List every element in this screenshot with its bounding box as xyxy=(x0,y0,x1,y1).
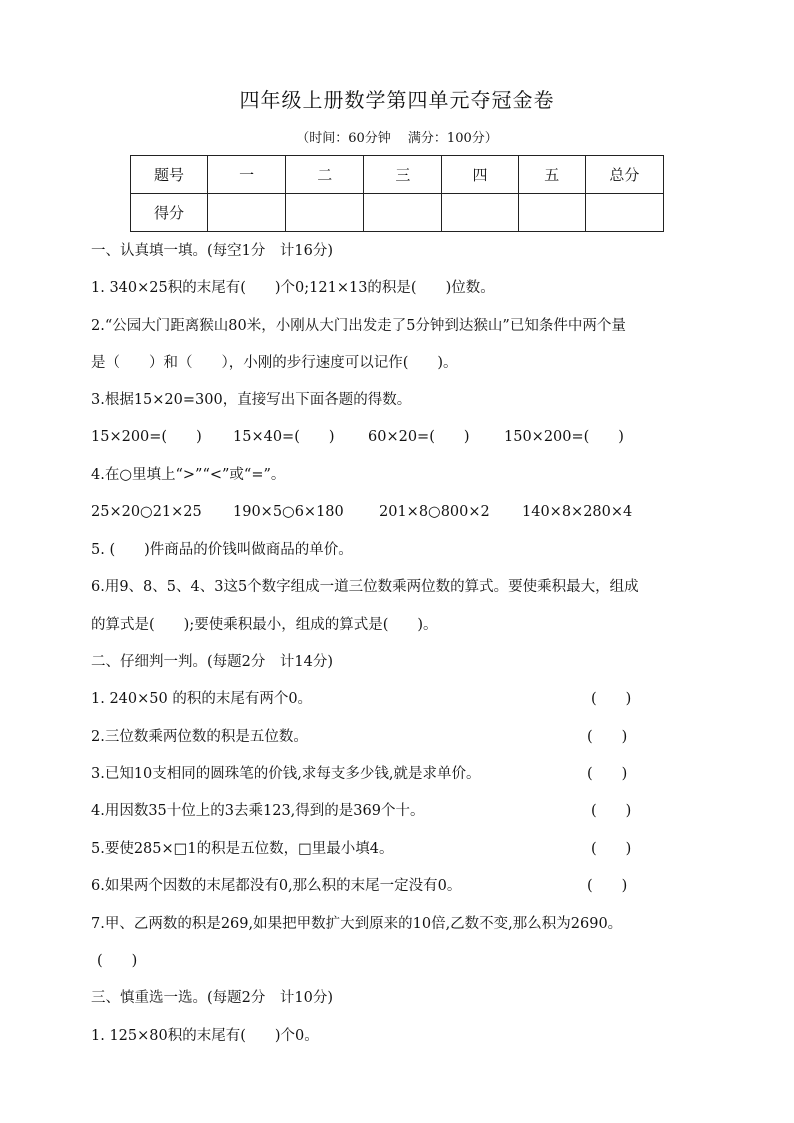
score-cell[interactable] xyxy=(518,194,585,232)
judge-item: 3.已知10支相同的圆珠笔的价钱,求每支多少钱,就是求单价。 xyxy=(91,766,481,782)
q4-item: 140×8×280×4 xyxy=(522,504,633,520)
score-cell[interactable] xyxy=(442,194,518,232)
judge-answer-blank[interactable]: ( ) xyxy=(587,878,628,894)
section-heading: 一、认真填一填。(每空1分 计16分) xyxy=(91,243,333,259)
score-header-cell: 三 xyxy=(364,156,442,194)
question-line: 3.根据15×20=300，直接写出下面各题的得数。 xyxy=(91,392,412,408)
page-title: 四年级上册数学第四单元夺冠金卷 xyxy=(239,88,555,112)
question-line: 的算式是( );要使乘积最小，组成的算式是( )。 xyxy=(91,617,438,633)
judge-item: 5.要使285×□1的积是五位数，□里最小填4。 xyxy=(91,841,394,857)
exam-time-info: （时间：60分钟 满分：100分） xyxy=(296,131,498,146)
question-line: 6.用9、8、5、4、3这5个数字组成一道三位数乘两位数的算式。要使乘积最大，组成 xyxy=(91,579,639,595)
question-line: 是（ ）和（ ），小刚的步行速度可以记作( )。 xyxy=(91,355,458,371)
q4-items xyxy=(91,502,632,522)
question-line: 5. ( )件商品的价钱叫做商品的单价。 xyxy=(91,542,353,558)
question-line: 4.在○里填上“>”“<”或“=”。 xyxy=(91,467,286,483)
score-header-cell: 题号 xyxy=(131,156,208,194)
q4-item: 190×5○6×180 xyxy=(233,504,344,520)
score-cell[interactable] xyxy=(208,194,286,232)
score-header-cell: 四 xyxy=(442,156,518,194)
judge-item: 6.如果两个因数的末尾都没有0,那么积的末尾一定没有0。 xyxy=(91,878,462,894)
judge-item: 1. 240×50 的积的末尾有两个0。 xyxy=(91,691,313,707)
q3-item: 15×200=( ) xyxy=(91,429,202,445)
score-header-cell: 总分 xyxy=(585,156,663,194)
q3-item: 15×40=( ) xyxy=(233,429,335,445)
judge-item: 7.甲、乙两数的积是269,如果把甲数扩大到原来的10倍,乙数不变,那么积为2690。 xyxy=(91,916,623,932)
q3-items xyxy=(91,427,624,447)
q4-item: 201×8○800×2 xyxy=(379,504,490,520)
judge-answer-blank[interactable]: ( ) xyxy=(587,729,628,745)
section-heading: 二、仔细判一判。(每题2分 计14分) xyxy=(91,654,333,670)
score-table-score-row xyxy=(131,194,664,232)
judge-item: 4.用因数35十位上的3去乘123,得到的是369个十。 xyxy=(91,803,425,819)
judge-answer-blank[interactable]: ( ) xyxy=(591,841,632,857)
question-line: 1. 340×25积的末尾有( )个0;121×13的积是( )位数。 xyxy=(91,280,495,296)
question-line: 1. 125×80积的末尾有( )个0。 xyxy=(91,1028,319,1044)
question-line: 2.“公园大门距离猴山80米，小刚从大门出发走了5分钟到达猴山”已知条件中两个量 xyxy=(91,318,626,334)
score-row-label: 得分 xyxy=(131,194,208,232)
score-cell[interactable] xyxy=(585,194,663,232)
q4-item: 25×20○21×25 xyxy=(91,504,202,520)
judge-answer-blank[interactable]: ( ) xyxy=(591,691,632,707)
score-header-cell: 二 xyxy=(286,156,364,194)
q3-item: 60×20=( ) xyxy=(368,429,470,445)
judge-item: 2.三位数乘两位数的积是五位数。 xyxy=(91,729,308,745)
score-cell[interactable] xyxy=(286,194,364,232)
section-heading: 三、慎重选一选。(每题2分 计10分) xyxy=(91,990,333,1006)
q3-item: 150×200=( ) xyxy=(504,429,624,445)
score-cell[interactable] xyxy=(364,194,442,232)
judge-answer-blank[interactable]: ( ) xyxy=(587,766,628,782)
score-table xyxy=(130,155,664,232)
judge-answer-blank[interactable]: ( ) xyxy=(97,953,138,969)
judge-answer-blank[interactable]: ( ) xyxy=(591,803,632,819)
score-header-cell: 五 xyxy=(518,156,585,194)
score-header-cell: 一 xyxy=(208,156,286,194)
score-table-header-row xyxy=(131,156,664,194)
